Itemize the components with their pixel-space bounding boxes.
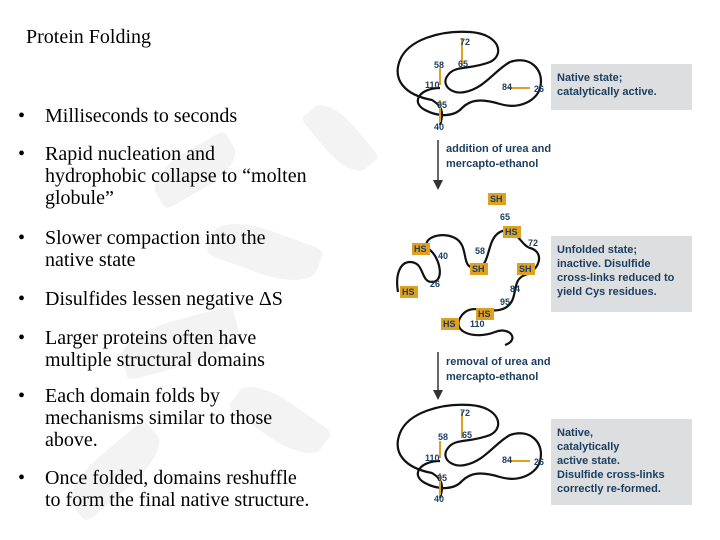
sh-label: SH [519,264,532,274]
residue-label: 110 [425,453,440,463]
residue-label: 84 [502,82,513,92]
residue-label: 72 [528,238,539,248]
unfolded-label-line: Unfolded state; [557,244,638,256]
hs-label: HS [402,287,415,297]
bullet-text: Larger proteins often have [45,327,257,349]
sh-label: SH [490,194,503,204]
residue-label: 84 [510,284,521,294]
native-label-line: Native state; [557,72,623,84]
bullet-dot: • [18,327,26,349]
residue-label: 58 [438,432,449,442]
residue-label: 58 [434,60,445,70]
bullet-dot: • [18,385,26,407]
bullet-dot: • [18,105,26,127]
step-remove-urea [446,355,586,385]
protein-chain [398,405,541,498]
native-state-label [551,64,692,110]
bullet-text: globule” [45,187,114,209]
refolded-label-line: Disulfide cross-links [557,469,665,481]
unfolded-state-label [551,236,692,312]
bullet-text: Disulfides lessen negative ΔS [45,288,283,310]
unfolded-label-line: yield Cys residues. [557,286,657,298]
refolded-label-line: correctly re-formed. [557,483,661,495]
residue-label: 40 [434,122,445,132]
step-line: addition of urea and [446,143,552,155]
sh-label: SH [472,264,485,274]
bullet-text: to form the final native structure. [45,489,310,511]
residue-label: 72 [460,37,471,47]
residue-label: 26 [534,84,545,94]
residue-label: 95 [437,100,448,110]
bullet-text: native state [45,249,136,271]
arrow-head [433,180,443,190]
bullet-text: multiple structural domains [45,349,265,371]
residue-label: 58 [475,246,486,256]
bullet-text: hydrophobic collapse to “molten [45,165,307,187]
hs-label: HS [478,309,491,319]
step-line: mercapto-ethanol [446,158,539,170]
refolded-label-line: catalytically [557,441,620,453]
step-line: removal of urea and [446,356,551,368]
refolded-label-line: Native, [557,427,594,439]
bullet-text: Each domain folds by [45,385,220,407]
residue-label: 95 [437,473,448,483]
residue-label: 65 [462,430,473,440]
residue-label: 110 [470,319,485,329]
refolded-label-line: active state. [557,455,620,467]
step-add-urea [446,142,586,172]
bullet-text: Milliseconds to seconds [45,105,238,127]
hs-label: HS [414,244,427,254]
residue-label: 40 [438,251,449,261]
hs-label: HS [443,319,456,329]
refolded-state-label [551,419,692,505]
residue-label: 65 [458,59,469,69]
unfolded-label-line: cross-links reduced to [557,272,675,284]
residue-label: 95 [500,297,511,307]
bullet-text: mechanisms similar to those [45,407,273,429]
residue-label: 26 [430,279,441,289]
residue-label: 65 [500,212,511,222]
bullet-dot: • [18,227,26,249]
native-label-line: catalytically active. [557,86,657,98]
residue-label: 40 [434,494,445,504]
bullet-dot: • [18,467,26,489]
slide-title: Protein Folding [26,26,152,48]
residue-label: 26 [534,457,545,467]
residue-label: 84 [502,455,513,465]
bullet-dot: • [18,143,26,165]
bullet-text: above. [45,429,98,451]
bullet-text: Slower compaction into the [45,227,266,249]
residue-label: 72 [460,408,471,418]
residue-label: 110 [425,80,440,90]
bullet-dot: • [18,288,26,310]
arrow-head [433,390,443,400]
step-line: mercapto-ethanol [446,371,539,383]
hs-label: HS [505,227,518,237]
bullet-text: Rapid nucleation and [45,143,215,165]
unfolded-label-line: inactive. Disulfide [557,258,651,270]
bullet-text: Once folded, domains reshuffle [45,467,297,489]
